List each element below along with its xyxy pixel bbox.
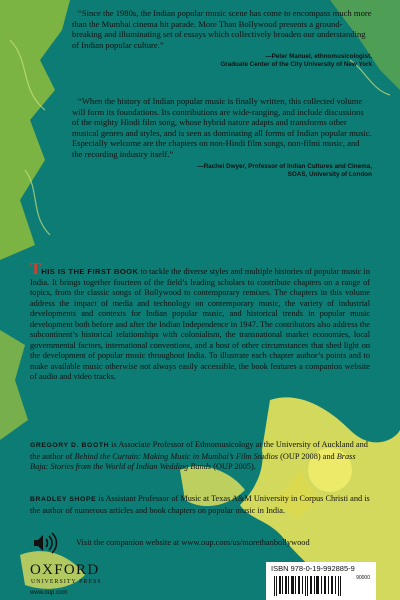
- editor-bio-shope: BRADLEY SHOPE is Assistant Professor of Music at Texas A&M University in Corpus Christi and is the author of numerous articles and book chapters on popular music in India.: [30, 494, 370, 515]
- editor-name: BRADLEY SHOPE: [30, 496, 97, 503]
- companion-website-notice: [30, 532, 375, 552]
- description-body: to tackle the diverse styles and multiple histories of popular music in India. It brings together fourteen of the field’s leading scholars to contribute chapters on a range of topics, from the classic songs of Bollywood to contemporary remixes. The chapters in this volume address the impact of media and technology on contemporary music, the variety of industrial developments and contexts for Indian popular music, and historical trends in popular music development both before and after the Indian Independence in 1947. The contributors also address the subcontinent’s historical relationships with colonialism, the transnational market economies, local governmental factors, international conventions, and a host of other circumstances that shed light on the development of popular music throughout India. To illustrate each chapter author’s points and to make available music otherwise not always easily accessible, the book features a companion website of audio and video tracks.: [30, 267, 371, 381]
- drop-cap: T: [30, 259, 42, 278]
- endorsement-quote-2: [72, 96, 372, 179]
- attribution-affiliation: SOAS, University of London: [287, 170, 372, 178]
- book-description: [30, 259, 371, 383]
- attribution-name: —Peter Manuel, ethnomusicologist,: [265, 53, 372, 61]
- isbn-label: ISBN 978-0-19-992885-9: [271, 564, 355, 573]
- isbn-barcode-box: [266, 562, 376, 600]
- price-code: 90000: [356, 575, 370, 581]
- companion-website-text: Visit the companion website at www.oup.com/us/morethanbollywood: [76, 538, 310, 547]
- attribution-affiliation: Graduate Center of the City University of New York: [220, 61, 372, 69]
- book-title: Brass Baja: Stories from the World of Indian Wedding Bands: [30, 451, 356, 471]
- quote-attribution: [72, 53, 372, 69]
- book-title: Behind the Curtain: Making Music in Mumbai’s Film Studios: [74, 451, 279, 461]
- publisher-subtitle: UNIVERSITY PRESS: [31, 579, 102, 585]
- editor-bio-booth: GREGORY D. BOOTH is Associate Professor of Ethnomusicology at the University of Auckland and the author of Behind the Curtain: Making Music in Mumbai’s Film Studios (OUP 2008) and Brass Baja: Stories from the World of Indian Wedding Bands (OUP 2005).: [30, 440, 368, 471]
- quote-text: “Since the 1980s, the Indian popular music scene has come to encompass much more than the Mumbai cinema hit parade. More Than Bollywood presents a ground-breaking and illuminating set of essays which collectively broaden our understanding of Indian popular culture.”: [72, 8, 372, 50]
- publisher-website: www.oup.com: [30, 590, 68, 596]
- quote-text: “When the history of Indian popular music is finally written, this collected volume will form its foundations. Its contributions are wide-ranging, and include discussions of the mighty Hindi film song, whose hybrid nature adapts and transforms other musical genres and styles, and is seen as dominating all forms of Indian popular music. Especially welcome are the chapters on non-Hindi film songs, non-filmi music, and the recording industry itself.”: [72, 96, 372, 159]
- speaker-sound-icon: [32, 532, 58, 554]
- quote-attribution: [72, 163, 372, 179]
- description-lead: HIS IS THE FIRST BOOK: [41, 267, 139, 276]
- barcode-icon: [274, 576, 346, 596]
- editor-name: GREGORY D. BOOTH: [30, 442, 110, 449]
- publisher-logo: OXFORD: [30, 562, 100, 578]
- endorsement-quote-1: [72, 8, 372, 69]
- attribution-name: —Rachel Dwyer, Professor of Indian Cultures and Cinema,: [197, 162, 372, 170]
